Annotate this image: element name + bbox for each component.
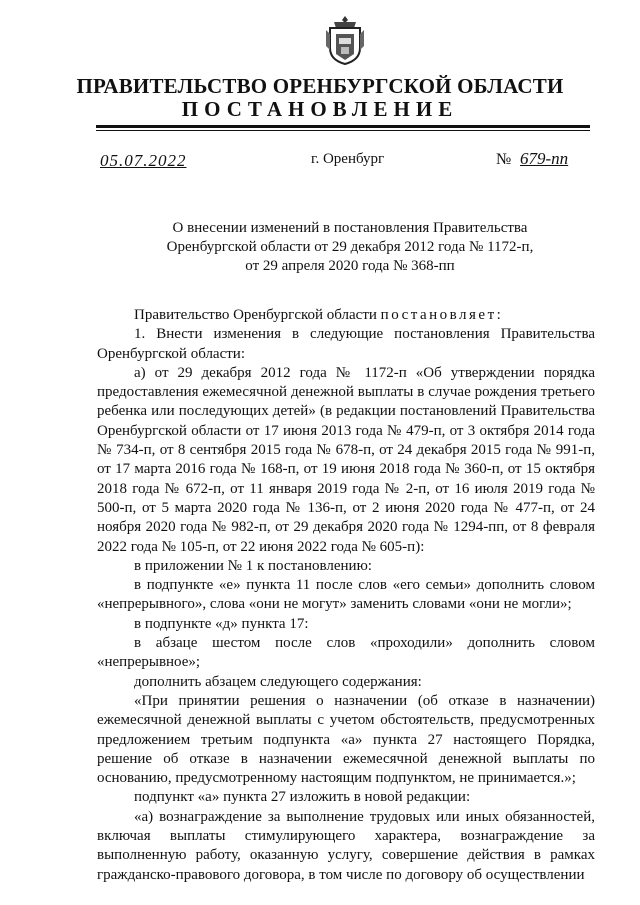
document-number-label: №: [496, 151, 512, 168]
document-date: 05.07.2022: [100, 151, 187, 170]
body-paragraph: 1. Внести изменения в следующие постановления Правительства Оренбургской области:: [97, 326, 595, 362]
document-type-title: ПОСТАНОВЛЕНИЕ: [181, 97, 459, 121]
body-paragraph: [97, 306, 595, 325]
preamble-verb: постановляет:: [380, 307, 504, 323]
body-paragraph: в абзаце шестом после слов «проходили» дополнить словом «непрерывное»;: [97, 635, 595, 671]
document-subject: [100, 219, 600, 276]
preamble-text: Правительство Оренбургской области: [134, 307, 381, 323]
body-paragraph: «а) вознаграждение за выполнение трудовых или иных обязанностей, включая выплаты стимулирующего характера, вознаграждение за выполненную работу, оказанную услугу, совершение действия в рамках гражданско-правового договора, в том числе по договору об осуществлении: [97, 808, 595, 883]
header-rule-thick: [96, 125, 590, 128]
subject-line: от 29 апреля 2020 года № 368-пп: [245, 258, 455, 274]
body-paragraph: подпункт «а» пункта 27 изложить в новой редакции:: [134, 789, 471, 806]
body-paragraph: дополнить абзацем следующего содержания:: [134, 673, 422, 690]
body-paragraph: а) от 29 декабря 2012 года № 1172-п «Об утверждении порядка предоставления ежемесячной денежной выплаты в случае рождения третьего ребенка или последующих детей» (в редакции постановлений Правительства Оренбургской области от 17 июня 2013 года № 479-п, от 3 октября 2014 года № 734-п, от 8 сентября 2015 года № 678-п, от 24 декабря 2015 года № 991-п, от 17 марта 2016 года № 168-п, от 19 июня 2018 года № 360-п, от 15 октября 2018 года № 672-п, от 11 января 2019 года № 2-п, от 16 июля 2019 года № 500-п, от 5 марта 2020 года № 136-п, от 2 июня 2020 года № 477-п, от 24 ноября 2020 года № 982-п, от 29 декабря 2020 года № 1294-пп, от 8 февраля 2022 года № 105-п, от 22 июня 2022 года № 605-п):: [97, 364, 595, 555]
document-body: [97, 306, 595, 885]
body-paragraph: в подпункте «д» пункта 17:: [134, 615, 309, 632]
body-paragraph: «При принятии решения о назначении (об отказе в назначении) ежемесячной денежной выплаты с учетом обстоятельств, предусмотренных предложением третьим подпункта «а» пункта 27 настоящего Порядка, решение об отказе в назначении ежемесячной денежной выплаты по основанию, предусмотренному настоящим подпунктом, не принимается.»;: [97, 692, 595, 787]
subject-line: Оренбургской области от 29 декабря 2012 года № 1172-п,: [166, 239, 534, 255]
document-city: г. Оренбург: [311, 151, 385, 167]
header-rule-thin: [96, 130, 590, 131]
coat-of-arms-emblem: [324, 14, 366, 66]
document-number: 679-пп: [520, 149, 569, 168]
government-title: ПРАВИТЕЛЬСТВО ОРЕНБУРГСКОЙ ОБЛАСТИ: [76, 74, 564, 98]
body-paragraph: в приложении № 1 к постановлению:: [134, 557, 372, 574]
body-paragraph: в подпункте «е» пункта 11 после слов «его семьи» дополнить словом «непрерывного», слова «они не могут» заменить словами «они не могли»;: [97, 577, 595, 613]
subject-line: О внесении изменений в постановления Правительства: [172, 220, 528, 236]
